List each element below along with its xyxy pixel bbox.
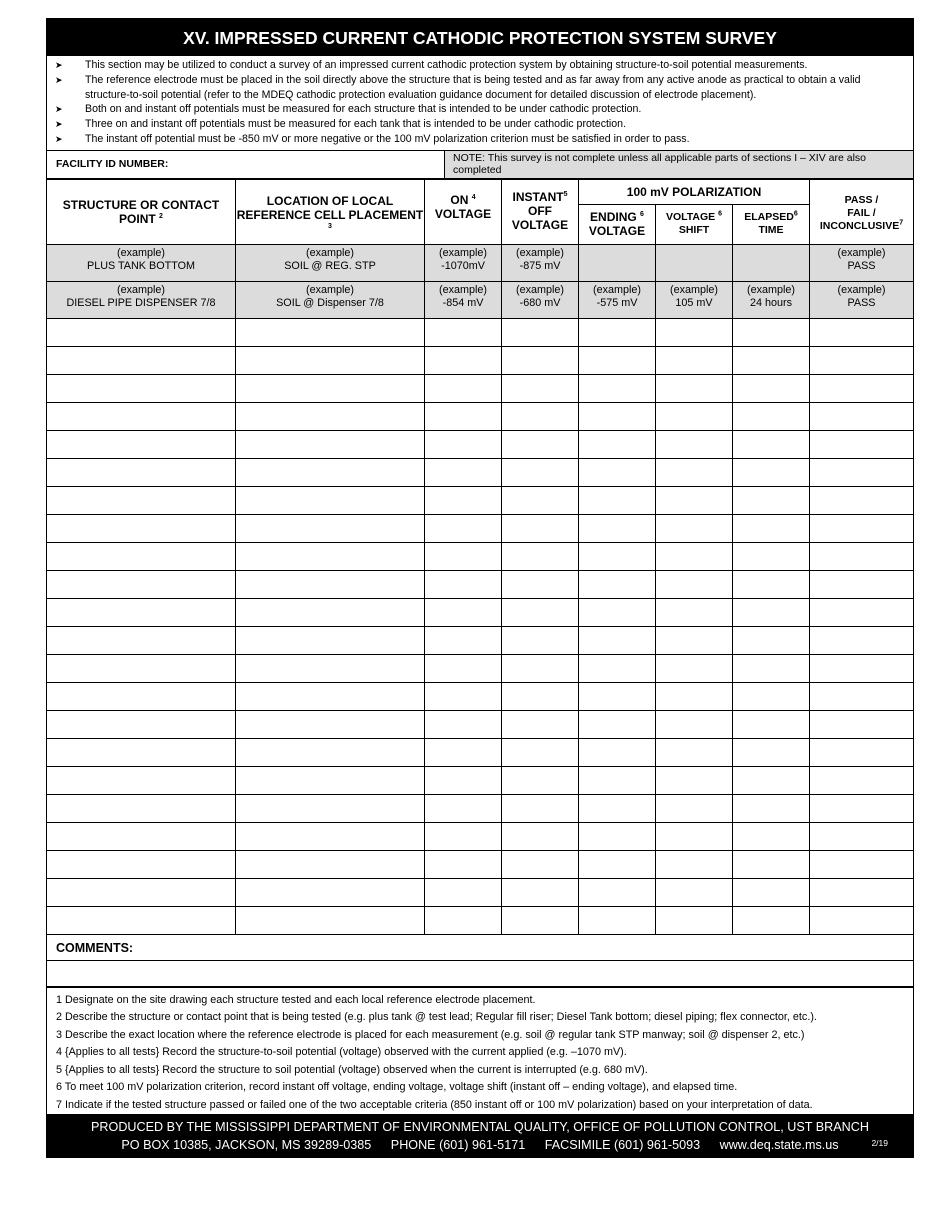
ending-voltage-cell[interactable] xyxy=(579,850,656,878)
ending-voltage-cell[interactable] xyxy=(579,542,656,570)
elapsed-time-cell[interactable] xyxy=(733,598,810,626)
instant-off-cell[interactable] xyxy=(502,318,579,346)
result-cell[interactable] xyxy=(810,514,914,542)
instant-off-cell[interactable] xyxy=(502,430,579,458)
example-voltage-shift xyxy=(656,244,733,281)
on-voltage-cell[interactable] xyxy=(425,514,502,542)
structure-cell[interactable] xyxy=(47,346,236,374)
footnote: 5 {Applies to all tests} Record the structure to soil potential (voltage) observed when the current is interrupted (e.g. 680 mV). xyxy=(56,1063,648,1076)
structure-cell[interactable] xyxy=(47,682,236,710)
example-row xyxy=(47,244,914,281)
instruction-bullet: ➤ The instant off potential must be -850 mV or more negative or the 100 mV polarization criterion must be satisfied in order to pass. xyxy=(55,132,690,145)
structure-cell[interactable] xyxy=(47,318,236,346)
example-voltage-shift: (example) 105 mV xyxy=(656,281,733,318)
on-voltage-cell[interactable] xyxy=(425,766,502,794)
voltage-shift-cell[interactable] xyxy=(656,794,733,822)
on-voltage-cell[interactable] xyxy=(425,402,502,430)
structure-cell[interactable] xyxy=(47,626,236,654)
instant-off-cell[interactable] xyxy=(502,654,579,682)
arrowhead-bullet-icon: ➤ xyxy=(55,119,63,130)
table-row xyxy=(47,402,914,430)
footnote: 4 {Applies to all tests} Record the structure-to-soil potential (voltage) observed with the current applied (e.g. –1070 mV). xyxy=(56,1046,627,1059)
instant-off-cell[interactable] xyxy=(502,486,579,514)
voltage-shift-cell[interactable] xyxy=(656,318,733,346)
instant-off-cell[interactable] xyxy=(502,822,579,850)
structure-cell[interactable] xyxy=(47,486,236,514)
instant-off-cell[interactable] xyxy=(502,458,579,486)
col-result-header: PASS / FAIL / INCONCLUSIVE$^7$ xyxy=(810,179,914,244)
ending-voltage-cell[interactable] xyxy=(579,738,656,766)
instant-off-cell[interactable] xyxy=(502,682,579,710)
section-title: XV. IMPRESSED CURRENT CATHODIC PROTECTION SYSTEM SURVEY xyxy=(46,18,914,56)
structure-cell[interactable] xyxy=(47,402,236,430)
instruction-bullet: ➤ Both on and instant off potentials must be measured for each structure that is intended to be under cathodic protection. xyxy=(55,103,642,116)
table-row xyxy=(47,878,914,906)
location-cell[interactable] xyxy=(236,822,425,850)
footnotes xyxy=(46,987,914,1115)
footer xyxy=(46,1114,914,1158)
location-cell[interactable] xyxy=(236,794,425,822)
structure-cell[interactable] xyxy=(47,430,236,458)
table-row xyxy=(47,682,914,710)
result-cell[interactable] xyxy=(810,878,914,906)
arrowhead-bullet-icon: ➤ xyxy=(55,60,63,70)
table-row xyxy=(47,794,914,822)
instant-off-cell[interactable] xyxy=(502,570,579,598)
elapsed-time-cell[interactable] xyxy=(733,430,810,458)
voltage-shift-cell[interactable] xyxy=(656,906,733,934)
structure-cell[interactable] xyxy=(47,458,236,486)
on-voltage-cell[interactable] xyxy=(425,906,502,934)
ending-voltage-cell[interactable] xyxy=(579,710,656,738)
structure-cell[interactable] xyxy=(47,822,236,850)
instant-off-cell[interactable] xyxy=(502,542,579,570)
structure-cell[interactable] xyxy=(47,906,236,934)
survey-table xyxy=(46,179,914,935)
elapsed-time-cell[interactable] xyxy=(733,542,810,570)
on-voltage-cell[interactable] xyxy=(425,346,502,374)
example-on-voltage: (example) -854 mV xyxy=(425,281,502,318)
on-voltage-cell[interactable] xyxy=(425,738,502,766)
instant-off-cell[interactable] xyxy=(502,514,579,542)
on-voltage-cell[interactable] xyxy=(425,682,502,710)
voltage-shift-cell[interactable] xyxy=(656,402,733,430)
on-voltage-cell[interactable] xyxy=(425,458,502,486)
location-cell[interactable] xyxy=(236,878,425,906)
elapsed-time-cell[interactable] xyxy=(733,850,810,878)
result-cell[interactable] xyxy=(810,318,914,346)
on-voltage-cell[interactable] xyxy=(425,822,502,850)
col-voltage-shift-header: VOLTAGE $^6$ SHIFT xyxy=(656,205,733,245)
table-row xyxy=(47,654,914,682)
example-on-voltage: (example) -1070mV xyxy=(425,244,502,281)
example-result: (example) PASS xyxy=(810,281,914,318)
location-cell[interactable] xyxy=(236,598,425,626)
on-voltage-cell[interactable] xyxy=(425,542,502,570)
instant-off-cell[interactable] xyxy=(502,794,579,822)
voltage-shift-cell[interactable] xyxy=(656,738,733,766)
footnote: 3 Describe the exact location where the reference electrode is placed for each measurement (e.g. soil @ regular tank STP manway; soil @ dispenser 2, etc.) xyxy=(56,1028,805,1041)
voltage-shift-cell[interactable] xyxy=(656,682,733,710)
result-cell[interactable] xyxy=(810,682,914,710)
elapsed-time-cell[interactable] xyxy=(733,906,810,934)
table-row xyxy=(47,346,914,374)
instant-off-cell[interactable] xyxy=(502,598,579,626)
footer-address: PO BOX 10385, JACKSON, MS 39289-0385 xyxy=(121,1138,372,1153)
result-cell[interactable] xyxy=(810,402,914,430)
location-cell[interactable] xyxy=(236,318,425,346)
elapsed-time-cell[interactable] xyxy=(733,402,810,430)
instant-off-cell[interactable] xyxy=(502,878,579,906)
result-cell[interactable] xyxy=(810,430,914,458)
table-row xyxy=(47,710,914,738)
table-row xyxy=(47,374,914,402)
location-cell[interactable] xyxy=(236,542,425,570)
on-voltage-cell[interactable] xyxy=(425,878,502,906)
ending-voltage-cell[interactable] xyxy=(579,374,656,402)
example-row xyxy=(47,281,914,318)
structure-cell[interactable] xyxy=(47,710,236,738)
location-cell[interactable] xyxy=(236,850,425,878)
survey-form xyxy=(46,18,914,1158)
structure-cell[interactable] xyxy=(47,850,236,878)
ending-voltage-cell[interactable] xyxy=(579,878,656,906)
table-row xyxy=(47,542,914,570)
elapsed-time-cell[interactable] xyxy=(733,654,810,682)
arrowhead-bullet-icon: ➤ xyxy=(55,74,63,85)
voltage-shift-cell[interactable] xyxy=(656,486,733,514)
col-ending-voltage-header: ENDING $^6$ VOLTAGE xyxy=(579,205,656,245)
table-row xyxy=(47,906,914,934)
facility-row xyxy=(46,150,914,179)
voltage-shift-cell[interactable] xyxy=(656,850,733,878)
col-structure-header: STRUCTURE OR CONTACT POINT $^2$ xyxy=(47,179,236,244)
table-row xyxy=(47,458,914,486)
table-row xyxy=(47,318,914,346)
structure-cell[interactable] xyxy=(47,654,236,682)
location-cell[interactable] xyxy=(236,346,425,374)
location-cell[interactable] xyxy=(236,766,425,794)
table-row xyxy=(47,570,914,598)
on-voltage-cell[interactable] xyxy=(425,626,502,654)
example-ending-voltage: (example) -575 mV xyxy=(579,281,656,318)
elapsed-time-cell[interactable] xyxy=(733,738,810,766)
ending-voltage-cell[interactable] xyxy=(579,570,656,598)
table-row xyxy=(47,598,914,626)
instant-off-cell[interactable] xyxy=(502,626,579,654)
footnote: 1 Designate on the site drawing each structure tested and each local reference electrode placement. xyxy=(56,993,536,1006)
voltage-shift-cell[interactable] xyxy=(656,374,733,402)
facility-id-field[interactable] xyxy=(47,150,445,178)
voltage-shift-cell[interactable] xyxy=(656,458,733,486)
structure-cell[interactable] xyxy=(47,598,236,626)
instruction-bullet: ➤ Three on and instant off potentials must be measured for each tank that is intended to be under cathodic protection. xyxy=(55,118,627,131)
location-cell[interactable] xyxy=(236,906,425,934)
structure-cell[interactable] xyxy=(47,738,236,766)
structure-cell[interactable] xyxy=(47,794,236,822)
ending-voltage-cell[interactable] xyxy=(579,598,656,626)
col-location-header: LOCATION OF LOCAL REFERENCE CELL PLACEMENT $^3$ xyxy=(236,179,425,244)
facility-id-label: FACILITY ID NUMBER: xyxy=(56,158,169,171)
voltage-shift-cell[interactable] xyxy=(656,822,733,850)
example-location: (example) SOIL @ Dispenser 7/8 xyxy=(236,281,425,318)
result-cell[interactable] xyxy=(810,906,914,934)
elapsed-time-cell[interactable] xyxy=(733,794,810,822)
location-cell[interactable] xyxy=(236,710,425,738)
structure-cell[interactable] xyxy=(47,878,236,906)
ending-voltage-cell[interactable] xyxy=(579,458,656,486)
elapsed-time-cell[interactable] xyxy=(733,822,810,850)
result-cell[interactable] xyxy=(810,346,914,374)
elapsed-time-cell[interactable] xyxy=(733,878,810,906)
col-instant-off-header: INSTANT$^5$ OFF VOLTAGE xyxy=(502,179,579,244)
example-structure: (example) PLUS TANK BOTTOM xyxy=(47,244,236,281)
instant-off-cell[interactable] xyxy=(502,738,579,766)
result-cell[interactable] xyxy=(810,654,914,682)
result-cell[interactable] xyxy=(810,598,914,626)
elapsed-time-cell[interactable] xyxy=(733,486,810,514)
location-cell[interactable] xyxy=(236,514,425,542)
on-voltage-cell[interactable] xyxy=(425,850,502,878)
data-entry-rows xyxy=(47,318,914,934)
location-cell[interactable] xyxy=(236,402,425,430)
table-row xyxy=(47,486,914,514)
instant-off-cell[interactable] xyxy=(502,402,579,430)
table-row xyxy=(47,430,914,458)
instruction-bullet: ➤ This section may be utilized to conduct a survey of an impressed current cathodic protection system by obtaining structure-to-soil potential measurements. xyxy=(55,59,808,71)
example-instant-off: (example) -875 mV xyxy=(502,244,579,281)
voltage-shift-cell[interactable] xyxy=(656,878,733,906)
voltage-shift-cell[interactable] xyxy=(656,654,733,682)
footnote: 2 Describe the structure or contact point that is being tested (e.g. plus tank @ test lead; Regular fill riser; Diesel Tank bottom; diesel piping; flex connector, etc.). xyxy=(56,1011,817,1024)
arrowhead-bullet-icon: ➤ xyxy=(55,104,63,115)
location-cell[interactable] xyxy=(236,682,425,710)
instruction-bullet: ➤ The reference electrode must be placed in the soil directly above the structure that is being tested and as far away from any active anode as practical to obtain a valid structure-to-soil potential (refer to the MDEQ cathodic protection evaluation guidance document for detailed discussion of electrode placement). xyxy=(55,73,861,101)
location-cell[interactable] xyxy=(236,738,425,766)
ending-voltage-cell[interactable] xyxy=(579,794,656,822)
on-voltage-cell[interactable] xyxy=(425,318,502,346)
elapsed-time-cell[interactable] xyxy=(733,346,810,374)
elapsed-time-cell[interactable] xyxy=(733,570,810,598)
revision-date: 2/19 xyxy=(871,1138,888,1149)
voltage-shift-cell[interactable] xyxy=(656,346,733,374)
polarization-header: 100 mV POLARIZATION xyxy=(579,179,810,204)
elapsed-time-cell[interactable] xyxy=(733,318,810,346)
result-cell[interactable] xyxy=(810,626,914,654)
elapsed-time-cell[interactable] xyxy=(733,682,810,710)
voltage-shift-cell[interactable] xyxy=(656,598,733,626)
voltage-shift-cell[interactable] xyxy=(656,430,733,458)
ending-voltage-cell[interactable] xyxy=(579,682,656,710)
elapsed-time-cell[interactable] xyxy=(733,458,810,486)
on-voltage-cell[interactable] xyxy=(425,654,502,682)
result-cell[interactable] xyxy=(810,710,914,738)
on-voltage-cell[interactable] xyxy=(425,710,502,738)
on-voltage-cell[interactable] xyxy=(425,570,502,598)
col-elapsed-time-header: ELAPSED$^6$ TIME xyxy=(733,205,810,245)
result-cell[interactable] xyxy=(810,458,914,486)
result-cell[interactable] xyxy=(810,766,914,794)
result-cell[interactable] xyxy=(810,738,914,766)
footer-phone: PHONE (601) 961-5171 xyxy=(390,1138,526,1153)
table-row xyxy=(47,514,914,542)
structure-cell[interactable] xyxy=(47,542,236,570)
table-row xyxy=(47,766,914,794)
location-cell[interactable] xyxy=(236,654,425,682)
example-structure: (example) DIESEL PIPE DISPENSER 7/8 xyxy=(47,281,236,318)
elapsed-time-cell[interactable] xyxy=(733,710,810,738)
on-voltage-cell[interactable] xyxy=(425,430,502,458)
voltage-shift-cell[interactable] xyxy=(656,570,733,598)
instant-off-cell[interactable] xyxy=(502,766,579,794)
result-cell[interactable] xyxy=(810,570,914,598)
location-cell[interactable] xyxy=(236,374,425,402)
table-row xyxy=(47,850,914,878)
ending-voltage-cell[interactable] xyxy=(579,822,656,850)
completion-note: NOTE: This survey is not complete unless all applicable parts of sections I – XIV are also completed xyxy=(445,150,914,178)
structure-cell[interactable] xyxy=(47,374,236,402)
example-instant-off: (example) -680 mV xyxy=(502,281,579,318)
result-cell[interactable] xyxy=(810,822,914,850)
comments-label: COMMENTS: xyxy=(47,935,913,961)
ending-voltage-cell[interactable] xyxy=(579,486,656,514)
example-elapsed-time: (example) 24 hours xyxy=(733,281,810,318)
footnote: 7 Indicate if the tested structure passed or failed one of the two acceptable criteria (850 instant off or 100 mV polarization) based on your interpretation of data. xyxy=(56,1098,813,1111)
ending-voltage-cell[interactable] xyxy=(579,318,656,346)
table-row xyxy=(47,626,914,654)
table-row xyxy=(47,822,914,850)
comments-field[interactable] xyxy=(47,961,913,986)
voltage-shift-cell[interactable] xyxy=(656,710,733,738)
ending-voltage-cell[interactable] xyxy=(579,654,656,682)
result-cell[interactable] xyxy=(810,794,914,822)
elapsed-time-cell[interactable] xyxy=(733,514,810,542)
result-cell[interactable] xyxy=(810,374,914,402)
table-row xyxy=(47,738,914,766)
example-ending-voltage xyxy=(579,244,656,281)
voltage-shift-cell[interactable] xyxy=(656,766,733,794)
instant-off-cell[interactable] xyxy=(502,710,579,738)
example-location: (example) SOIL @ REG. STP xyxy=(236,244,425,281)
voltage-shift-cell[interactable] xyxy=(656,514,733,542)
footer-contact xyxy=(46,1136,914,1154)
result-cell[interactable] xyxy=(810,850,914,878)
ending-voltage-cell[interactable] xyxy=(579,402,656,430)
instant-off-cell[interactable] xyxy=(502,850,579,878)
on-voltage-cell[interactable] xyxy=(425,598,502,626)
ending-voltage-cell[interactable] xyxy=(579,766,656,794)
elapsed-time-cell[interactable] xyxy=(733,766,810,794)
ending-voltage-cell[interactable] xyxy=(579,514,656,542)
elapsed-time-cell[interactable] xyxy=(733,374,810,402)
result-cell[interactable] xyxy=(810,542,914,570)
arrowhead-bullet-icon: ➤ xyxy=(55,133,63,144)
location-cell[interactable] xyxy=(236,570,425,598)
ending-voltage-cell[interactable] xyxy=(579,906,656,934)
example-elapsed-time xyxy=(733,244,810,281)
voltage-shift-cell[interactable] xyxy=(656,626,733,654)
structure-cell[interactable] xyxy=(47,766,236,794)
instructions xyxy=(46,56,914,150)
on-voltage-cell[interactable] xyxy=(425,486,502,514)
location-cell[interactable] xyxy=(236,626,425,654)
on-voltage-cell[interactable] xyxy=(425,794,502,822)
comments-section xyxy=(46,935,914,987)
ending-voltage-cell[interactable] xyxy=(579,346,656,374)
example-result: (example) PASS xyxy=(810,244,914,281)
ending-voltage-cell[interactable] xyxy=(579,626,656,654)
instant-off-cell[interactable] xyxy=(502,906,579,934)
instant-off-cell[interactable] xyxy=(502,374,579,402)
result-cell[interactable] xyxy=(810,486,914,514)
elapsed-time-cell[interactable] xyxy=(733,626,810,654)
location-cell[interactable] xyxy=(236,486,425,514)
footnote: 6 To meet 100 mV polarization criterion, record instant off voltage, ending voltage, voltage shift (instant off – ending voltage), and elapsed time. xyxy=(56,1081,738,1094)
footer-producer: PRODUCED BY THE MISSISSIPPI DEPARTMENT OF ENVIRONMENTAL QUALITY, OFFICE OF POLLUTION CONTROL, UST BRANCH xyxy=(91,1120,869,1135)
structure-cell[interactable] xyxy=(47,514,236,542)
voltage-shift-cell[interactable] xyxy=(656,542,733,570)
structure-cell[interactable] xyxy=(47,570,236,598)
on-voltage-cell[interactable] xyxy=(425,374,502,402)
ending-voltage-cell[interactable] xyxy=(579,430,656,458)
location-cell[interactable] xyxy=(236,458,425,486)
footer-website: www.deq.state.ms.us xyxy=(719,1138,839,1153)
footer-fax: FACSIMILE (601) 961-5093 xyxy=(544,1138,701,1153)
location-cell[interactable] xyxy=(236,430,425,458)
col-on-voltage-header: ON $^4$ VOLTAGE xyxy=(425,179,502,244)
instant-off-cell[interactable] xyxy=(502,346,579,374)
